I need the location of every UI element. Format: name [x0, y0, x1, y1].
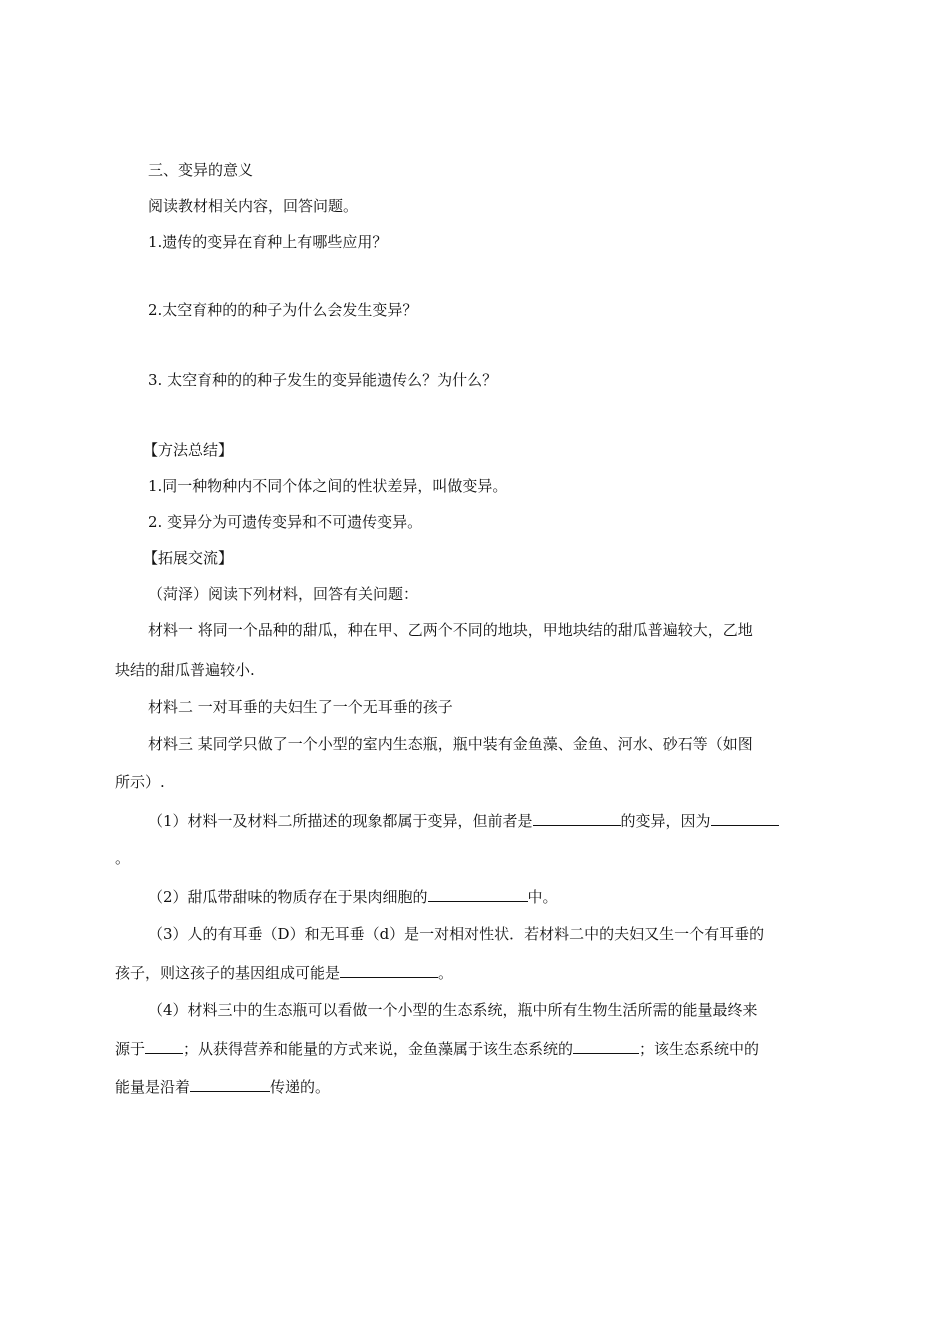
- method-summary-heading: 【方法总结】: [143, 441, 234, 459]
- method-summary-item-1: 1.同一种物种内不同个体之间的性状差异，叫做变异。: [148, 477, 508, 495]
- sub-question-3-text-a: 孩子，则这孩子的基因组成可能是: [115, 964, 341, 982]
- question-3: 3. 太空育种的的种子发生的变异能遗传么？为什么？: [148, 371, 498, 389]
- sub-question-2-text-b: 中。: [527, 888, 558, 906]
- extension-heading: 【拓展交流】: [143, 549, 234, 567]
- sub-question-4-text-a: 源于: [115, 1040, 146, 1058]
- sub-question-2: [148, 886, 558, 907]
- instruction-text: 阅读教材相关内容，回答问题。: [148, 197, 359, 215]
- sub-question-3-line-1: （3）人的有耳垂（D）和无耳垂（d）是一对相对性状．若材料二中的夫妇又生一个有耳垂的: [148, 925, 765, 943]
- material-1-line-2: 块结的甜瓜普遍较小.: [115, 661, 255, 679]
- answer-blank-4[interactable]: [340, 962, 438, 978]
- sub-question-4-text-e: 传递的。: [270, 1078, 331, 1096]
- sub-question-2-text-a: （2）甜瓜带甜味的物质存在于果肉细胞的: [148, 888, 428, 906]
- sub-question-3-text-b: 。: [438, 964, 454, 982]
- material-1-line-1: 材料一 将同一个品种的甜瓜，种在甲、乙两个不同的地块，甲地块结的甜瓜普遍较大，乙地: [148, 621, 753, 639]
- sub-question-1-text-a: （1）材料一及材料二所描述的现象都属于变异，但前者是: [148, 812, 533, 830]
- question-1: 1.遗传的变异在育种上有哪些应用？: [148, 233, 388, 251]
- material-2: 材料二 一对耳垂的夫妇生了一个无耳垂的孩子: [148, 698, 453, 716]
- answer-blank-5[interactable]: [145, 1038, 183, 1054]
- answer-blank-3[interactable]: [428, 886, 528, 902]
- sub-question-4-line-2: [115, 1038, 759, 1059]
- sub-question-1-end: 。: [115, 849, 131, 867]
- answer-blank-1[interactable]: [533, 810, 621, 826]
- answer-blank-6[interactable]: [573, 1038, 639, 1054]
- section-title: 三、变异的意义: [148, 161, 254, 179]
- answer-blank-7[interactable]: [190, 1076, 270, 1092]
- sub-question-4-text-c: ；该生态系统中的: [639, 1040, 760, 1058]
- sub-question-1-text-b: 的变异，因为: [620, 812, 711, 830]
- material-3-line-1: 材料三 某同学只做了一个小型的室内生态瓶，瓶中装有金鱼藻、金鱼、河水、砂石等（如图: [148, 735, 753, 753]
- sub-question-3-line-2: [115, 962, 453, 983]
- sub-question-4-line-3: [115, 1076, 330, 1097]
- answer-blank-2[interactable]: [711, 810, 779, 826]
- sub-question-4-text-b: ；从获得营养和能量的方式来说，金鱼藻属于该生态系统的: [183, 1040, 574, 1058]
- extension-intro: （菏泽）阅读下列材料，回答有关问题：: [148, 585, 419, 603]
- question-2: 2.太空育种的的种子为什么会发生变异？: [148, 301, 418, 319]
- sub-question-4-text-d: 能量是沿着: [115, 1078, 191, 1096]
- sub-question-4-line-1: （4）材料三中的生态瓶可以看做一个小型的生态系统，瓶中所有生物生活所需的能量最终来: [148, 1001, 758, 1019]
- material-3-line-2: 所示）.: [115, 773, 165, 791]
- sub-question-1: [148, 810, 779, 831]
- method-summary-item-2: 2. 变异分为可遗传变异和不可遗传变异。: [148, 513, 423, 531]
